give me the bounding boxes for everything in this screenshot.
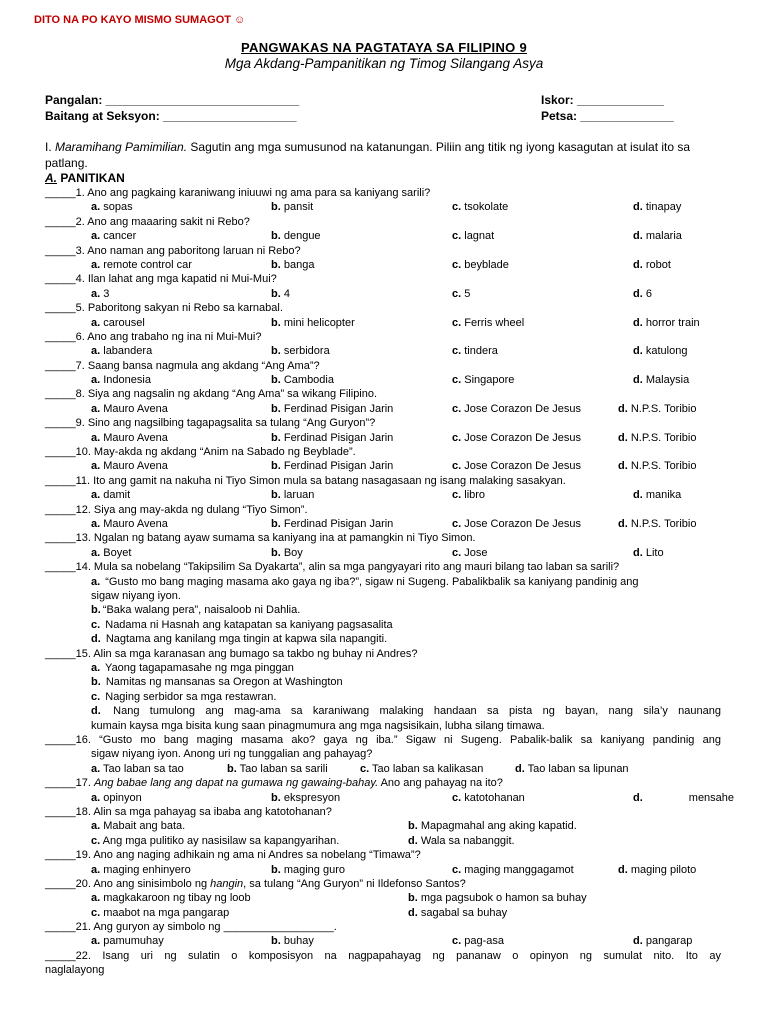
date-field: Petsa: ______________	[541, 109, 674, 123]
q7-option-b: b. Cambodia	[271, 374, 334, 387]
question-2: _____2. Ano ang maaaring sakit ni Rebo?	[45, 215, 250, 228]
q19-option-c: c. maging manggagamot	[452, 863, 574, 876]
q20-options-ab	[45, 891, 725, 905]
question-1: _____1. Ano ang pagkaing karaniwang iniuuwi ng ama para sa kaniyang sarili?	[45, 187, 431, 199]
question-12: _____12. Siya ang may-akda ng dulang “Tiyo Simon”.	[45, 503, 308, 516]
q15-option-d: d. Nang tumulong ang mag-ama sa karaniwang malaking handaan sa pista ng bayan, nang sila’y naunang	[91, 705, 721, 718]
q16-option-c: c. Tao laban sa kalikasan	[360, 762, 484, 775]
q19-options	[45, 863, 725, 877]
q7-option-a: a. Indonesia	[91, 374, 151, 387]
question-4-options	[45, 287, 725, 301]
q12-option-d: d. N.P.S. Toribio	[618, 517, 697, 530]
q3-option-c: c. beyblade	[452, 258, 509, 271]
question-17: _____17. Ang babae lang ang dapat na gumawa ng gawaing-bahay. Ano ang pahayag na ito?	[45, 777, 503, 790]
q16-option-d: d. Tao laban sa lipunan	[515, 762, 629, 775]
answer-here-banner: DITO NA PO KAYO MISMO SUMAGOT ☺	[34, 14, 246, 26]
q2-option-d: d. malaria	[633, 230, 682, 243]
question-10-options	[45, 459, 725, 473]
q4-option-d: d. 6	[633, 287, 652, 300]
q10-option-c: c. Jose Corazon De Jesus	[452, 460, 582, 473]
q14-option-c: c. Nadama ni Hasnah ang katapatan sa kaniyang pagsasalita	[91, 618, 393, 631]
question-8-options	[45, 402, 725, 416]
question-3-options	[45, 258, 725, 272]
instruction	[45, 139, 725, 171]
q2-option-b: b. dengue	[271, 230, 321, 243]
question-16-cont: sigaw niyang iyon. Anong uri ng tunggalian ang pahayag?	[91, 748, 373, 761]
q17-option-b: b. ekspresyon	[271, 791, 341, 804]
q2-option-a: a. cancer	[91, 230, 137, 243]
q12-option-c: c. Jose Corazon De Jesus	[452, 517, 582, 530]
instruction-text: Sagutin ang mga sumusunod na katanungan. Piliin ang titik ng iyong kasagutan at isulat ito sa patlang.	[45, 140, 691, 170]
q13-option-a: a. Boyet	[91, 546, 132, 559]
q11-option-b: b. laruan	[271, 489, 315, 502]
q6-option-b: b. serbidora	[271, 345, 330, 358]
question-1-options	[45, 200, 725, 214]
q15-option-d-cont: kumain kaysa mga bisita kung saan pinagmumura ang mga nagsisikain, lubha silang timawa.	[91, 719, 545, 732]
q4-option-c: c. 5	[452, 287, 471, 300]
question-14: _____14. Mula sa nobelang “Takipsilim Sa Dyakarta”, alin sa mga pangyayari rito ang mauri bilang tao laban sa sarili?	[45, 561, 620, 574]
q16-option-b: b. Tao laban sa sarili	[227, 762, 328, 775]
q17-option-c: c. katotohanan	[452, 791, 525, 804]
q6-option-d: d. katulong	[633, 345, 688, 358]
question-2-options	[45, 229, 725, 243]
q18-options-cd	[45, 834, 725, 848]
q6-option-a: a. labandera	[91, 345, 153, 358]
q3-option-b: b. banga	[271, 258, 315, 271]
q1-option-c: c. tsokolate	[452, 201, 509, 214]
question-4: _____4. Ilan lahat ang mga kapatid ni Mui-Mui?	[45, 273, 277, 286]
score-field: Iskor: _____________	[541, 93, 664, 107]
question-16: _____16. “Gusto mo bang maging masama ako? gaya ng iba.” Sigaw ni Sugeng. Pabalik-balik sa kaniyang pandinig ang	[45, 734, 721, 746]
q9-option-b: b. Ferdinad Pisigan Jarin	[271, 431, 394, 444]
q8-option-b: b. Ferdinad Pisigan Jarin	[271, 402, 394, 415]
q13-option-c: c. Jose	[452, 546, 488, 559]
q11-option-a: a. damit	[91, 489, 131, 502]
question-22-cont: naglalayong	[45, 964, 105, 977]
question-18: _____18. Alin sa mga pahayag sa ibaba ang katotohanan?	[45, 805, 332, 818]
q13-option-d: d. Lito	[633, 546, 664, 559]
exam-subtitle: Mga Akdang-Pampanitikan ng Timog Silangang Asya	[224, 56, 544, 71]
question-11: _____11. Ito ang gamit na nakuha ni Tiyo Simon mula sa batang nasagasaan ng isang malaking sasakyan.	[45, 474, 566, 487]
question-12-options	[45, 517, 725, 531]
q18-options-ab	[45, 819, 725, 833]
question-15: _____15. Alin sa mga karanasan ang bumago sa takbo ng buhay ni Andres?	[45, 647, 418, 660]
q18-option-d: d. Wala sa nabanggit.	[408, 834, 515, 847]
q20-option-b: b. mga pagsubok o hamon sa buhay	[408, 892, 587, 905]
q5-option-c: c. Ferris wheel	[452, 316, 525, 329]
q12-option-b: b. Ferdinad Pisigan Jarin	[271, 517, 394, 530]
q7-option-c: c. Singapore	[452, 374, 515, 387]
q8-option-c: c. Jose Corazon De Jesus	[452, 402, 582, 415]
question-list	[45, 186, 735, 978]
q19-option-d: d. maging piloto	[618, 863, 697, 876]
q17-option-a: a. opinyon	[91, 791, 142, 804]
q19-option-a: a. maging enhinyero	[91, 863, 191, 876]
question-11-options	[45, 488, 725, 502]
q1-option-d: d. tinapay	[633, 201, 682, 214]
section-field: Baitang at Seksyon: ____________________	[45, 109, 297, 123]
question-7-options	[45, 373, 725, 387]
q3-option-d: d. robot	[633, 258, 671, 271]
question-21: _____21. Ang guryon ay simbolo ng __________________.	[45, 921, 337, 934]
questions-1-13	[45, 186, 725, 560]
question-19: _____19. Ano ang naging adhikain ng ama ni Andres sa nobelang “Timawa”?	[45, 849, 421, 862]
q20-options-cd	[45, 906, 725, 920]
q8-option-a: a. Mauro Avena	[91, 402, 168, 415]
q14-option-d: d. Nagtama ang kanilang mga tingin at kapwa sila napangiti.	[91, 633, 388, 646]
instruction-type: Maramihang Pamimilian.	[55, 140, 188, 154]
q18-option-a: a. Mabait ang bata.	[91, 820, 186, 833]
question-3: _____3. Ano naman ang paboritong laruan ni Rebo?	[45, 244, 301, 257]
q20-option-d: d. sagabal sa buhay	[408, 906, 508, 919]
q13-option-b: b. Boy	[271, 546, 303, 559]
question-6: _____6. Ano ang trabaho ng ina ni Mui-Mui?	[45, 330, 262, 343]
q11-option-c: c. libro	[452, 489, 486, 502]
instruction-number: I.	[45, 140, 52, 154]
q18-option-b: b. Mapagmahal ang aking kapatid.	[408, 820, 577, 833]
question-5: _____5. Paboritong sakyan ni Rebo sa karnabal.	[45, 302, 283, 315]
q7-option-d: d. Malaysia	[633, 374, 690, 387]
q9-option-c: c. Jose Corazon De Jesus	[452, 431, 582, 444]
section-heading	[45, 171, 125, 185]
q1-option-a: a. sopas	[91, 201, 133, 214]
q4-option-b: b. 4	[271, 287, 290, 300]
question-5-options	[45, 316, 725, 330]
question-7: _____7. Saang bansa nagmula ang akdang “Ang Ama”?	[45, 359, 320, 372]
q3-option-a: a. remote control car	[91, 258, 192, 271]
q14-option-b: b. “Baka walang pera”, naisaloob ni Dahlia.	[91, 604, 301, 617]
q9-option-a: a. Mauro Avena	[91, 431, 168, 444]
q21-option-a: a. pamumuhay	[91, 935, 164, 948]
question-13-options	[45, 546, 725, 560]
q21-option-d: d. pangarap	[633, 935, 693, 948]
q16-options	[45, 762, 725, 776]
q14-option-a-cont: sigaw niyang iyon.	[91, 589, 181, 602]
q10-option-b: b. Ferdinad Pisigan Jarin	[271, 460, 394, 473]
exam-title: PANGWAKAS NA PAGTATAYA SA FILIPINO 9	[241, 40, 527, 55]
question-10: _____10. May-akda ng akdang “Anim na Sabado ng Beyblade”.	[45, 446, 356, 459]
name-field: Pangalan: _____________________________	[45, 93, 300, 107]
q20-option-a: a. magkakaroon ng tibay ng loob	[91, 892, 251, 905]
q10-option-d: d. N.P.S. Toribio	[618, 460, 697, 473]
q14-option-a: a. “Gusto mo bang maging masama ako gaya ng iba?”, sigaw ni Sugeng. Pabalikbalik sa kaniyang pandinig ang	[91, 575, 639, 588]
q17-options	[45, 791, 735, 805]
q12-option-a: a. Mauro Avena	[91, 517, 168, 530]
question-13: _____13. Ngalan ng batang ayaw sumama sa kaniyang ina at pamangkin ni Tiyo Simon.	[45, 532, 476, 545]
q5-option-b: b. mini helicopter	[271, 316, 355, 329]
q9-option-d: d. N.P.S. Toribio	[618, 431, 697, 444]
q21-option-c: c. pag-asa	[452, 935, 505, 948]
q6-option-c: c. tindera	[452, 345, 498, 358]
q2-option-c: c. lagnat	[452, 230, 495, 243]
q15-option-c: c. Naging serbidor sa mga restawran.	[91, 690, 277, 703]
question-20: _____20. Ano ang sinisimbolo ng hangin, sa tulang “Ang Guryon” ni Ildefonso Santos?	[45, 877, 466, 890]
q11-option-d: d. manika	[633, 489, 682, 502]
q16-option-a: a. Tao laban sa tao	[91, 762, 184, 775]
q4-option-a: a. 3	[91, 287, 110, 300]
q8-option-d: d. N.P.S. Toribio	[618, 402, 697, 415]
q18-option-c: c. Ang mga pulitiko ay nasisilaw sa kapangyarihan.	[91, 834, 340, 847]
section-letter: A.	[45, 171, 57, 185]
q10-option-a: a. Mauro Avena	[91, 460, 168, 473]
q15-option-b: b. Namitas ng mansanas sa Oregon at Washington	[91, 676, 343, 689]
question-8: _____8. Siya ang nagsalin ng akdang “Ang Ama” sa wikang Filipino.	[45, 388, 378, 401]
q19-option-b: b. maging guro	[271, 863, 345, 876]
q21-options	[45, 934, 725, 948]
question-9-options	[45, 431, 725, 445]
q5-option-a: a. carousel	[91, 316, 145, 329]
q21-option-b: b. buhay	[271, 935, 314, 948]
q15-option-a: a. Yaong tagapamasahe ng mga pinggan	[91, 661, 294, 674]
q17-option-d: d. mensahe	[633, 791, 735, 804]
q5-option-d: d. horror train	[633, 316, 700, 329]
section-name: PANITIKAN	[57, 171, 125, 185]
question-9: _____9. Sino ang nagsilbing tagapagsalita sa tulang “Ang Guryon”?	[45, 417, 376, 430]
q20-option-c: c. maabot na mga pangarap	[91, 906, 230, 919]
question-22: _____22. Isang uri ng sulatin o komposisyon na nagpapahayag ng pananaw o opinyon ng sumulat nito. Ito ay	[45, 949, 721, 962]
q1-option-b: b. pansit	[271, 201, 314, 214]
question-6-options	[45, 344, 725, 358]
